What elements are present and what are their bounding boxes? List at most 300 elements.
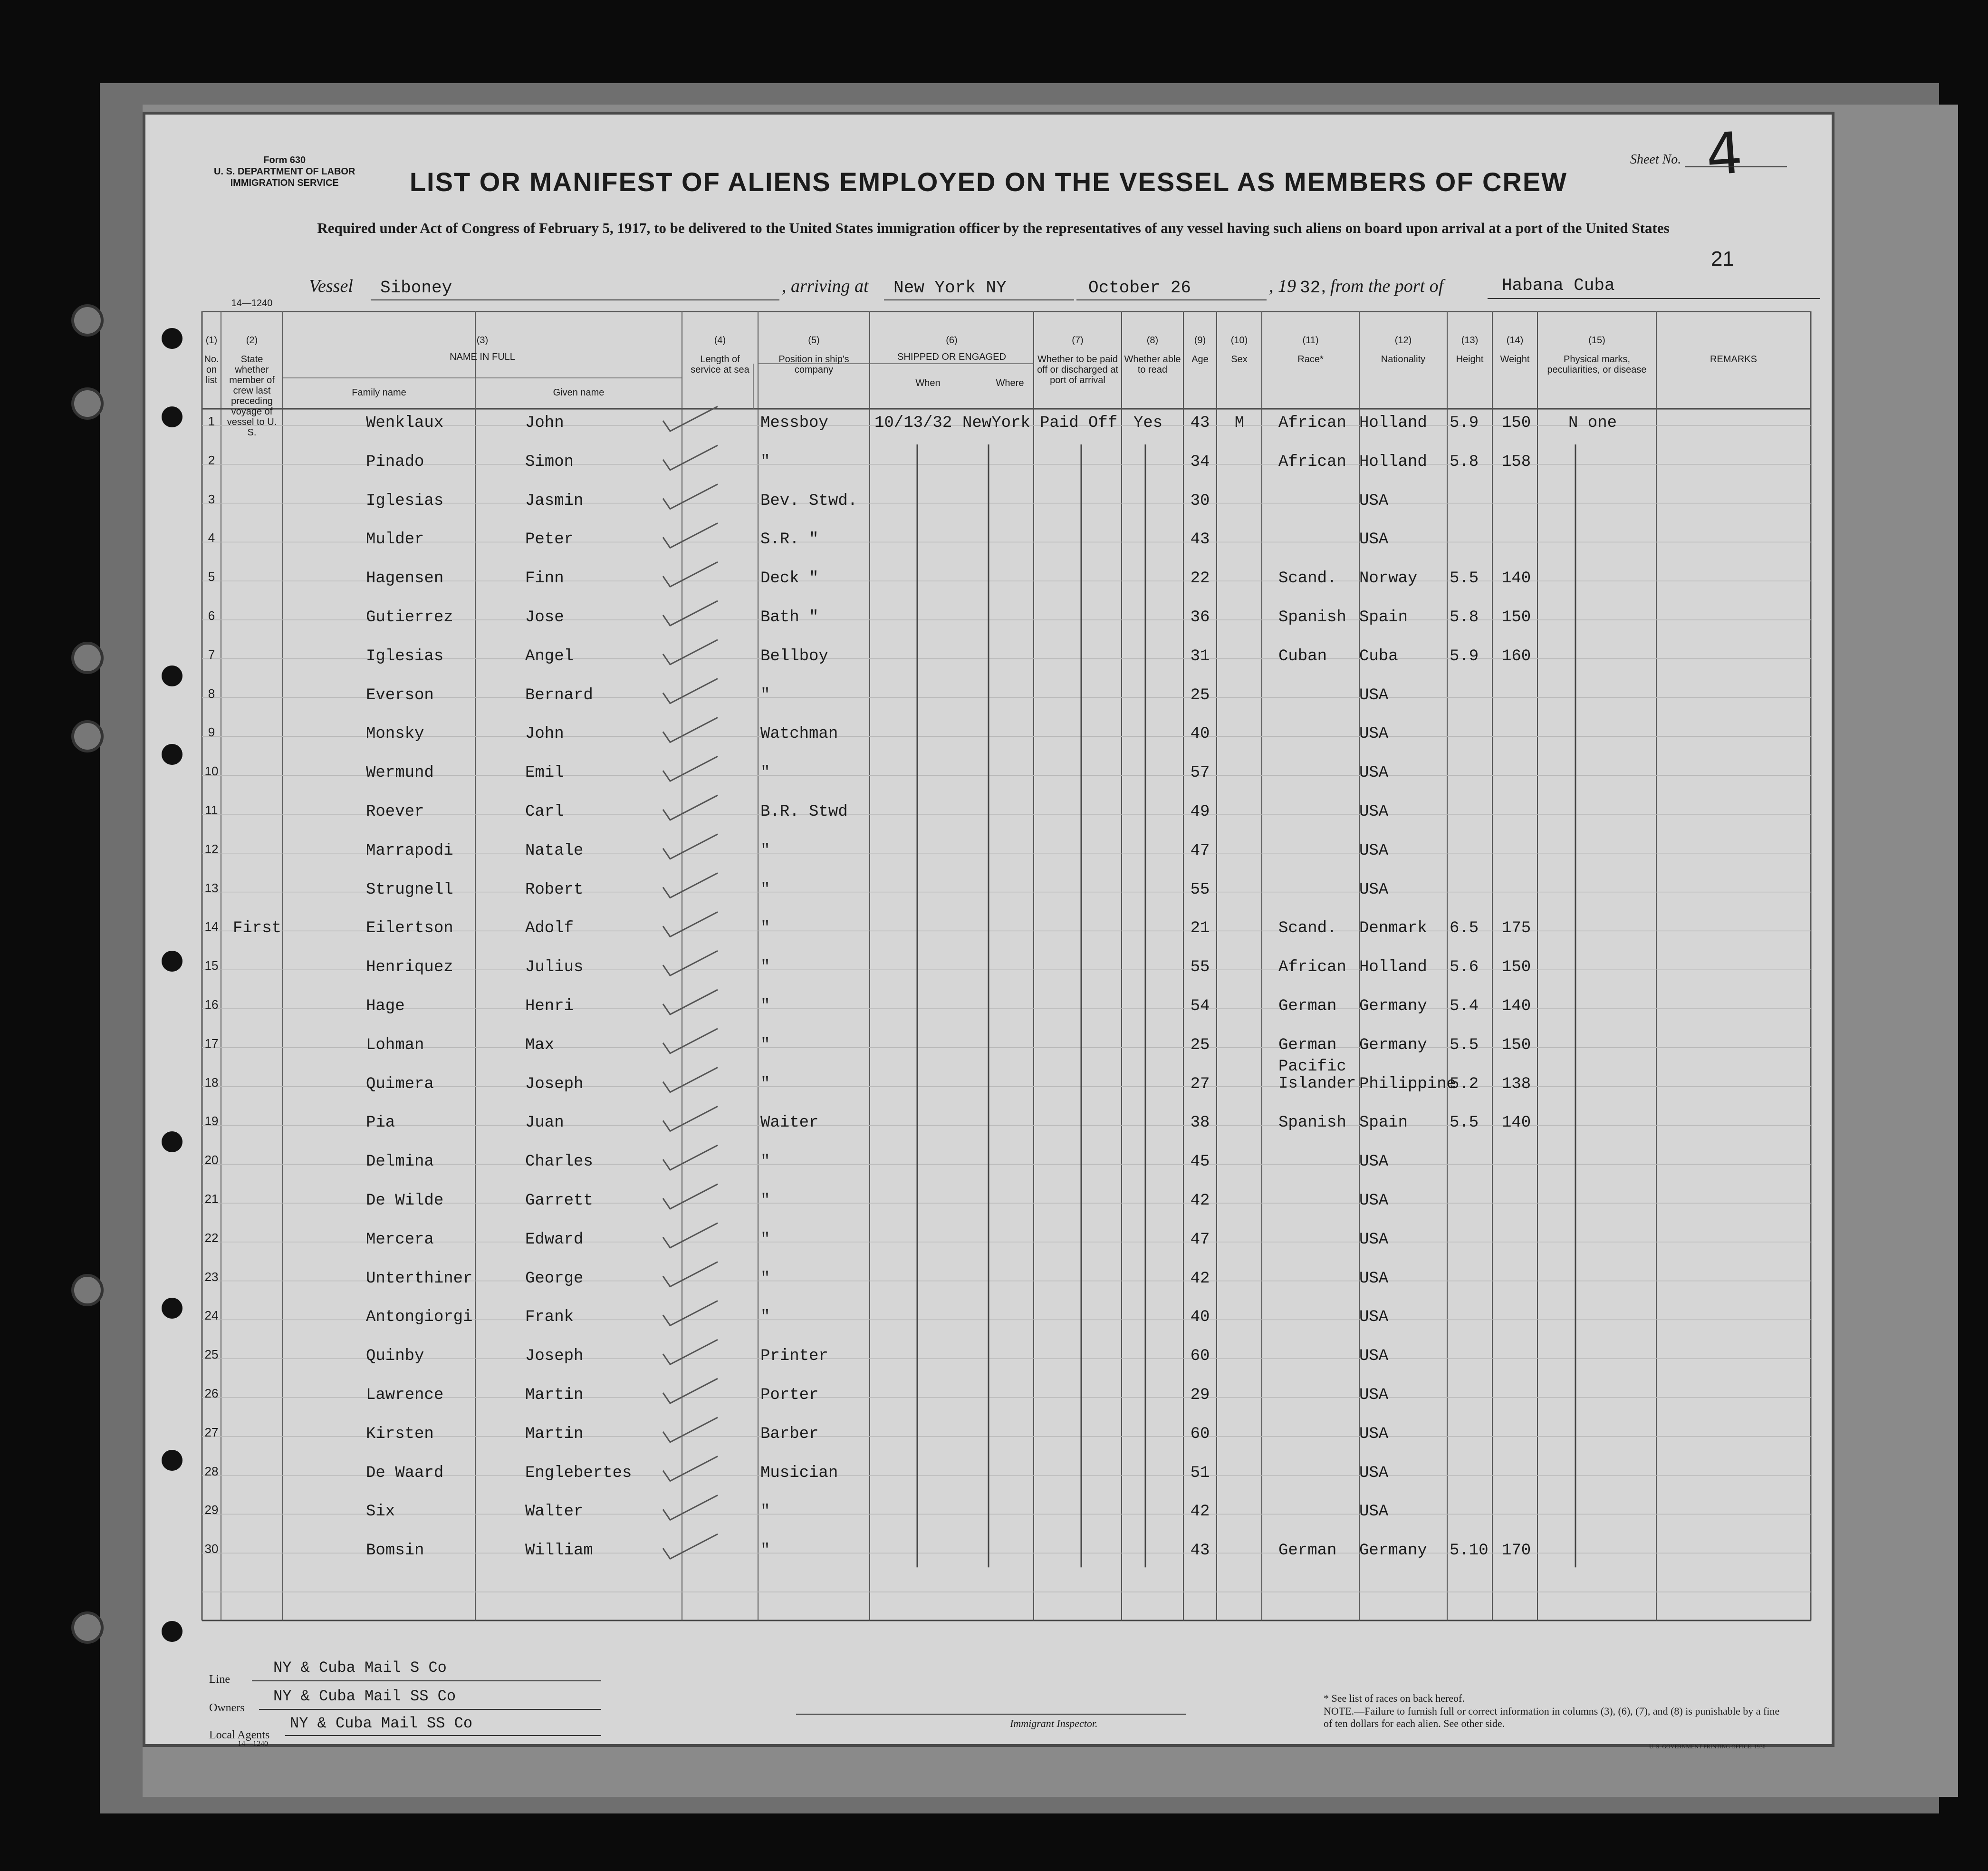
column-number: (10) [1230, 335, 1248, 346]
position: Deck " [760, 569, 819, 588]
given-name: Charles [525, 1153, 593, 1171]
race: Spanish [1278, 608, 1346, 627]
race: Cuban [1278, 647, 1327, 665]
height: 5.2 [1450, 1075, 1479, 1093]
position: Printer [760, 1347, 828, 1366]
row-number: 6 [208, 608, 215, 623]
column-number: (13) [1461, 335, 1479, 346]
position: " [760, 880, 770, 899]
age: 42 [1190, 1503, 1210, 1521]
column-header: Nationality [1381, 354, 1426, 365]
family-name: Kirsten [366, 1425, 434, 1443]
position: " [760, 1308, 770, 1327]
row-number: 11 [205, 803, 218, 817]
family-name: Iglesias [366, 492, 444, 510]
owners-value: NY & Cuba Mail SS Co [273, 1688, 456, 1705]
nationality: USA [1359, 1230, 1389, 1249]
agents-value: NY & Cuba Mail SS Co [290, 1715, 473, 1732]
race: German [1278, 997, 1337, 1015]
given-name: Max [525, 1036, 555, 1054]
given-name: Joseph [525, 1347, 584, 1366]
height: 6.5 [1450, 919, 1479, 938]
position: Musician [760, 1464, 838, 1482]
stamped-page-number: 21 [1711, 247, 1734, 270]
nationality: USA [1359, 1192, 1389, 1210]
agents-underline [285, 1735, 601, 1736]
row-number: 24 [204, 1308, 219, 1323]
height: 5.8 [1450, 453, 1479, 471]
family-name: Antongiorgi [366, 1308, 473, 1327]
given-name: Martin [525, 1425, 584, 1443]
row-number: 9 [208, 725, 215, 740]
printing-office: U. S. GOVERNMENT PRINTING OFFICE: 1930 [1649, 1743, 1766, 1750]
service-check-mark [663, 834, 718, 859]
column-number: (14) [1506, 335, 1524, 346]
race: African [1278, 958, 1346, 977]
column-number: (9) [1194, 335, 1206, 346]
service-check-mark [663, 951, 718, 975]
shipped-when: 10/13/32 [874, 414, 952, 432]
vessel-name: Siboney [380, 278, 452, 298]
punch-hole [162, 1131, 182, 1152]
position: " [760, 686, 770, 704]
service-check-mark [663, 1340, 718, 1364]
column-subheader: Given name [553, 387, 605, 398]
departure-port: Habana Cuba [1502, 276, 1615, 295]
row-number: 10 [204, 764, 219, 779]
column-number: (12) [1394, 335, 1412, 346]
row-number: 7 [208, 647, 215, 662]
nationality: Denmark [1359, 919, 1427, 938]
manifest-title: LIST OR MANIFEST OF ALIENS EMPLOYED ON THE VESSEL AS MEMBERS OF CREW [409, 167, 1568, 197]
family-name: Pia [366, 1114, 395, 1132]
family-name: De Waard [366, 1464, 444, 1482]
service-check-mark [663, 1068, 718, 1092]
binder-ring [71, 304, 104, 337]
manifest-subtitle: Required under Act of Congress of February 5, 1917, to be delivered to the United States immigration officer by the representatives of any vessel having such aliens on board upon arrival at a port of the United States [317, 220, 1670, 236]
position: " [760, 1269, 770, 1288]
family-name: Eilertson [366, 919, 453, 938]
able-to-read: Yes [1133, 414, 1163, 432]
given-name: Martin [525, 1386, 584, 1404]
arriving-port-line [884, 299, 1074, 300]
age: 55 [1190, 958, 1210, 977]
family-name: Quimera [366, 1075, 434, 1093]
column-header: REMARKS [1710, 354, 1757, 365]
age: 42 [1190, 1192, 1210, 1210]
manifest-page [143, 112, 1834, 1750]
given-name: Jose [525, 608, 564, 627]
service-check-mark [663, 873, 718, 898]
nationality: USA [1359, 764, 1389, 782]
row-number: 4 [208, 530, 215, 545]
family-name: Delmina [366, 1153, 434, 1171]
service-check-mark [663, 1145, 718, 1170]
nationality: USA [1359, 841, 1389, 860]
arrival-date-line [1076, 299, 1267, 300]
height: 5.5 [1450, 569, 1479, 588]
family-name: Henriquez [366, 958, 453, 977]
given-name: Robert [525, 880, 584, 899]
given-name: George [525, 1269, 584, 1288]
column-header: Weight [1500, 354, 1530, 365]
column-header: Length of service at sea [691, 354, 749, 375]
shipped-where: NewYork [962, 414, 1030, 432]
race: Scand. [1278, 919, 1337, 938]
age: 30 [1190, 492, 1210, 510]
penalty-note: NOTE.—Failure to furnish full or correct information in columns (3), (6), (7), and (8) is punishable by a fine of ten dollars for each alien. See other side. [1324, 1705, 1780, 1729]
weight: 140 [1502, 997, 1531, 1015]
age: 21 [1190, 919, 1210, 938]
voyage-line [309, 276, 353, 297]
vessel-label: Vessel [309, 276, 353, 296]
nationality: USA [1359, 880, 1389, 899]
binder-ring [71, 720, 104, 752]
row-number: 25 [204, 1347, 219, 1362]
row-number: 26 [204, 1386, 219, 1400]
age: 42 [1190, 1269, 1210, 1288]
age: 27 [1190, 1075, 1210, 1093]
arriving-label: , arriving at [782, 276, 869, 296]
given-name: Walter [525, 1503, 584, 1521]
from-port-label: , from the port of [1321, 276, 1444, 296]
nationality: Germany [1359, 997, 1427, 1015]
height: 5.5 [1450, 1036, 1479, 1054]
family-name: Hage [366, 997, 405, 1015]
age: 31 [1190, 647, 1210, 665]
given-name: John [525, 414, 564, 432]
column-number: (3) [476, 335, 489, 346]
age: 51 [1190, 1464, 1210, 1482]
service-check-mark [663, 640, 718, 665]
given-name: Peter [525, 530, 574, 549]
age: 47 [1190, 1230, 1210, 1249]
row-number: 28 [204, 1464, 219, 1478]
service-check-mark [663, 795, 718, 820]
position: " [760, 1153, 770, 1171]
given-name: Juan [525, 1114, 564, 1132]
position: Porter [760, 1386, 819, 1404]
age: 25 [1190, 1036, 1210, 1054]
service-check-mark [663, 1495, 718, 1520]
age: 45 [1190, 1153, 1210, 1171]
position: Waiter [760, 1114, 819, 1132]
nationality: Germany [1359, 1036, 1427, 1054]
age: 57 [1190, 764, 1210, 782]
race: African [1278, 453, 1346, 471]
service-name: IMMIGRATION SERVICE [230, 178, 339, 188]
race: Spanish [1278, 1114, 1346, 1132]
nationality: Holland [1359, 958, 1427, 977]
service-check-mark [663, 1262, 718, 1287]
form-code-bottom: 14—1240 [238, 1740, 268, 1748]
family-name: Unterthiner [366, 1269, 473, 1288]
weight: 140 [1502, 569, 1531, 588]
column-header: Age [1191, 354, 1209, 365]
service-check-mark [663, 1106, 718, 1131]
position: B.R. Stwd [760, 803, 848, 821]
column-number: (1) [205, 335, 218, 346]
row-number: 8 [208, 686, 215, 701]
family-name: Everson [366, 686, 434, 704]
position: " [760, 841, 770, 860]
service-check-mark [663, 1418, 718, 1442]
column-subheader: Where [996, 378, 1024, 388]
position: Bellboy [760, 647, 828, 665]
column-number: (8) [1146, 335, 1159, 346]
race: African [1278, 414, 1346, 432]
given-name: Frank [525, 1308, 574, 1327]
column-number: (7) [1072, 335, 1084, 346]
service-check-mark [663, 1301, 718, 1325]
owners-underline [259, 1709, 601, 1710]
service-check-mark [663, 912, 718, 936]
given-name: William [525, 1542, 593, 1560]
age: 60 [1190, 1425, 1210, 1443]
given-name: Edward [525, 1230, 584, 1249]
nationality: USA [1359, 1347, 1389, 1366]
service-check-mark [663, 717, 718, 742]
given-name: Adolf [525, 919, 574, 938]
column-header: SHIPPED OR ENGAGED [897, 352, 1006, 362]
position: Messboy [760, 414, 828, 432]
given-name: Emil [525, 764, 564, 782]
row-number: 22 [204, 1230, 219, 1245]
inspector-signature-line [796, 1714, 1186, 1715]
service-check-mark [663, 679, 718, 704]
position: Watchman [760, 725, 838, 743]
nationality: USA [1359, 1308, 1389, 1327]
inspector-label: Immigrant Inspector. [1010, 1717, 1098, 1729]
weight: 158 [1502, 453, 1531, 471]
weight: 160 [1502, 647, 1531, 665]
age: 40 [1190, 725, 1210, 743]
column-number: (2) [246, 335, 258, 346]
service-check-mark [663, 1223, 718, 1248]
family-name: Wenklaux [366, 414, 444, 432]
given-name: Henri [525, 997, 574, 1015]
nationality: USA [1359, 1503, 1389, 1521]
position: Barber [760, 1425, 819, 1443]
position: Bath " [760, 608, 819, 627]
column-number: (11) [1302, 335, 1319, 346]
age: 49 [1190, 803, 1210, 821]
height: 5.5 [1450, 1114, 1479, 1132]
race: German [1278, 1036, 1337, 1054]
position: " [760, 1542, 770, 1560]
nationality: Holland [1359, 414, 1427, 432]
row-number: 20 [204, 1153, 219, 1167]
age: 54 [1190, 997, 1210, 1015]
family-name: De Wilde [366, 1192, 444, 1210]
family-name: Lohman [366, 1036, 424, 1054]
column-header: Physical marks, peculiarities, or disease [1547, 354, 1647, 375]
line-label: Line [209, 1673, 230, 1686]
given-name: Englebertes [525, 1464, 632, 1482]
service-check-mark [663, 1456, 718, 1481]
weight: 150 [1502, 608, 1531, 627]
race: Scand. [1278, 569, 1337, 588]
punch-hole [162, 1621, 182, 1642]
age: 29 [1190, 1386, 1210, 1404]
arrival-date: October 26 [1088, 278, 1191, 298]
column-subheader: Family name [352, 387, 406, 398]
family-name: Iglesias [366, 647, 444, 665]
arrival-year: 32 [1300, 278, 1321, 298]
line-underline [252, 1680, 601, 1681]
given-name: Simon [525, 453, 574, 471]
service-check-mark [663, 1534, 718, 1559]
height: 5.9 [1450, 414, 1479, 432]
service-check-mark [663, 756, 718, 781]
punch-hole [162, 1298, 182, 1319]
given-name: Angel [525, 647, 574, 665]
weight: 138 [1502, 1075, 1531, 1093]
row-number: 14 [204, 919, 219, 934]
service-check-mark [663, 484, 718, 509]
row-number: 3 [208, 492, 215, 506]
punch-hole [162, 406, 182, 427]
nationality: USA [1359, 1386, 1389, 1404]
agents-label: Local Agents [209, 1729, 270, 1741]
age: 34 [1190, 453, 1210, 471]
family-name: Hagensen [366, 569, 444, 588]
row-number: 12 [204, 841, 219, 856]
races-note: * See list of races on back hereof. [1324, 1692, 1465, 1704]
nationality: Germany [1359, 1542, 1427, 1560]
nationality: USA [1359, 530, 1389, 549]
row-number: 17 [204, 1036, 219, 1051]
paid-off: Paid Off [1040, 414, 1118, 432]
height: 5.10 [1450, 1542, 1489, 1560]
nationality: Cuba [1359, 647, 1398, 665]
height: 5.6 [1450, 958, 1479, 977]
position: " [760, 1075, 770, 1093]
position: " [760, 1192, 770, 1210]
column-number: (6) [946, 335, 958, 346]
family-name: Pinado [366, 453, 424, 471]
column-header: Height [1456, 354, 1484, 365]
row-number: 23 [204, 1269, 219, 1284]
age: 22 [1190, 569, 1210, 588]
race: German [1278, 1542, 1337, 1560]
nationality: USA [1359, 686, 1389, 704]
punch-hole [162, 951, 182, 972]
age: 43 [1190, 414, 1210, 432]
service-check-mark [663, 562, 718, 587]
weight: 150 [1502, 414, 1531, 432]
binder-ring [71, 642, 104, 674]
given-name: Jasmin [525, 492, 584, 510]
punch-hole [162, 1450, 182, 1471]
age: 60 [1190, 1347, 1210, 1366]
nationality: Norway [1359, 569, 1418, 588]
form-number: Form 630 [263, 155, 306, 165]
position: " [760, 1230, 770, 1249]
position: " [760, 453, 770, 471]
service-check-mark [663, 445, 718, 470]
column-header: Whether able to read [1124, 354, 1181, 375]
family-name: Six [366, 1503, 395, 1521]
family-name: Mulder [366, 530, 424, 549]
column-number: (15) [1588, 335, 1605, 346]
height: 5.4 [1450, 997, 1479, 1015]
column-header: Position in ship's company [778, 354, 849, 375]
family-name: Roever [366, 803, 424, 821]
position: " [760, 764, 770, 782]
nationality: USA [1359, 803, 1389, 821]
weight: 175 [1502, 919, 1531, 938]
service-check-mark [663, 1029, 718, 1053]
family-name: Strugnell [366, 880, 453, 899]
physical-marks: N one [1568, 414, 1617, 432]
binder-ring [71, 387, 104, 420]
position: " [760, 1503, 770, 1521]
age: 25 [1190, 686, 1210, 704]
row-number: 2 [208, 453, 215, 467]
given-name: Carl [525, 803, 564, 821]
row-number: 21 [204, 1192, 219, 1206]
service-check-mark [663, 990, 718, 1014]
row-number: 5 [208, 569, 215, 584]
punch-hole [162, 328, 182, 349]
row-number: 15 [204, 958, 219, 973]
given-name: John [525, 725, 564, 743]
service-check-mark [663, 1379, 718, 1403]
weight: 150 [1502, 1036, 1531, 1054]
position: " [760, 919, 770, 938]
position: S.R. " [760, 530, 819, 549]
departure-port-line [1488, 298, 1820, 299]
given-name: Finn [525, 569, 564, 588]
previous-voyage: First [233, 919, 282, 938]
form-code-top: 14—1240 [231, 298, 273, 309]
family-name: Wermund [366, 764, 434, 782]
weight: 140 [1502, 1114, 1531, 1132]
position: " [760, 997, 770, 1015]
nationality: USA [1359, 1269, 1389, 1288]
column-header: No. on list [204, 354, 219, 386]
age: 47 [1190, 841, 1210, 860]
owners-label: Owners [209, 1702, 245, 1714]
row-number: 29 [204, 1503, 219, 1517]
nationality: USA [1359, 725, 1389, 743]
height: 5.8 [1450, 608, 1479, 627]
vessel-name-line [371, 299, 779, 300]
column-header: Race* [1297, 354, 1324, 365]
position: " [760, 958, 770, 977]
arriving-port: New York NY [893, 278, 1007, 298]
age: 38 [1190, 1114, 1210, 1132]
nationality: USA [1359, 1464, 1389, 1482]
row-number: 16 [204, 997, 219, 1012]
column-number: (4) [714, 335, 726, 346]
punch-hole [162, 744, 182, 765]
nationality: Spain [1359, 1114, 1408, 1132]
nationality: Philippine [1359, 1075, 1457, 1093]
given-name: Bernard [525, 686, 593, 704]
line-value: NY & Cuba Mail S Co [273, 1659, 447, 1677]
family-name: Monsky [366, 725, 424, 743]
family-name: Marrapodi [366, 841, 453, 860]
nationality: USA [1359, 492, 1389, 510]
row-number: 30 [204, 1542, 219, 1556]
service-check-mark [663, 523, 718, 548]
age: 40 [1190, 1308, 1210, 1327]
binder-ring [71, 1274, 104, 1306]
department-name: U. S. DEPARTMENT OF LABOR [214, 166, 355, 177]
weight: 170 [1502, 1542, 1531, 1560]
